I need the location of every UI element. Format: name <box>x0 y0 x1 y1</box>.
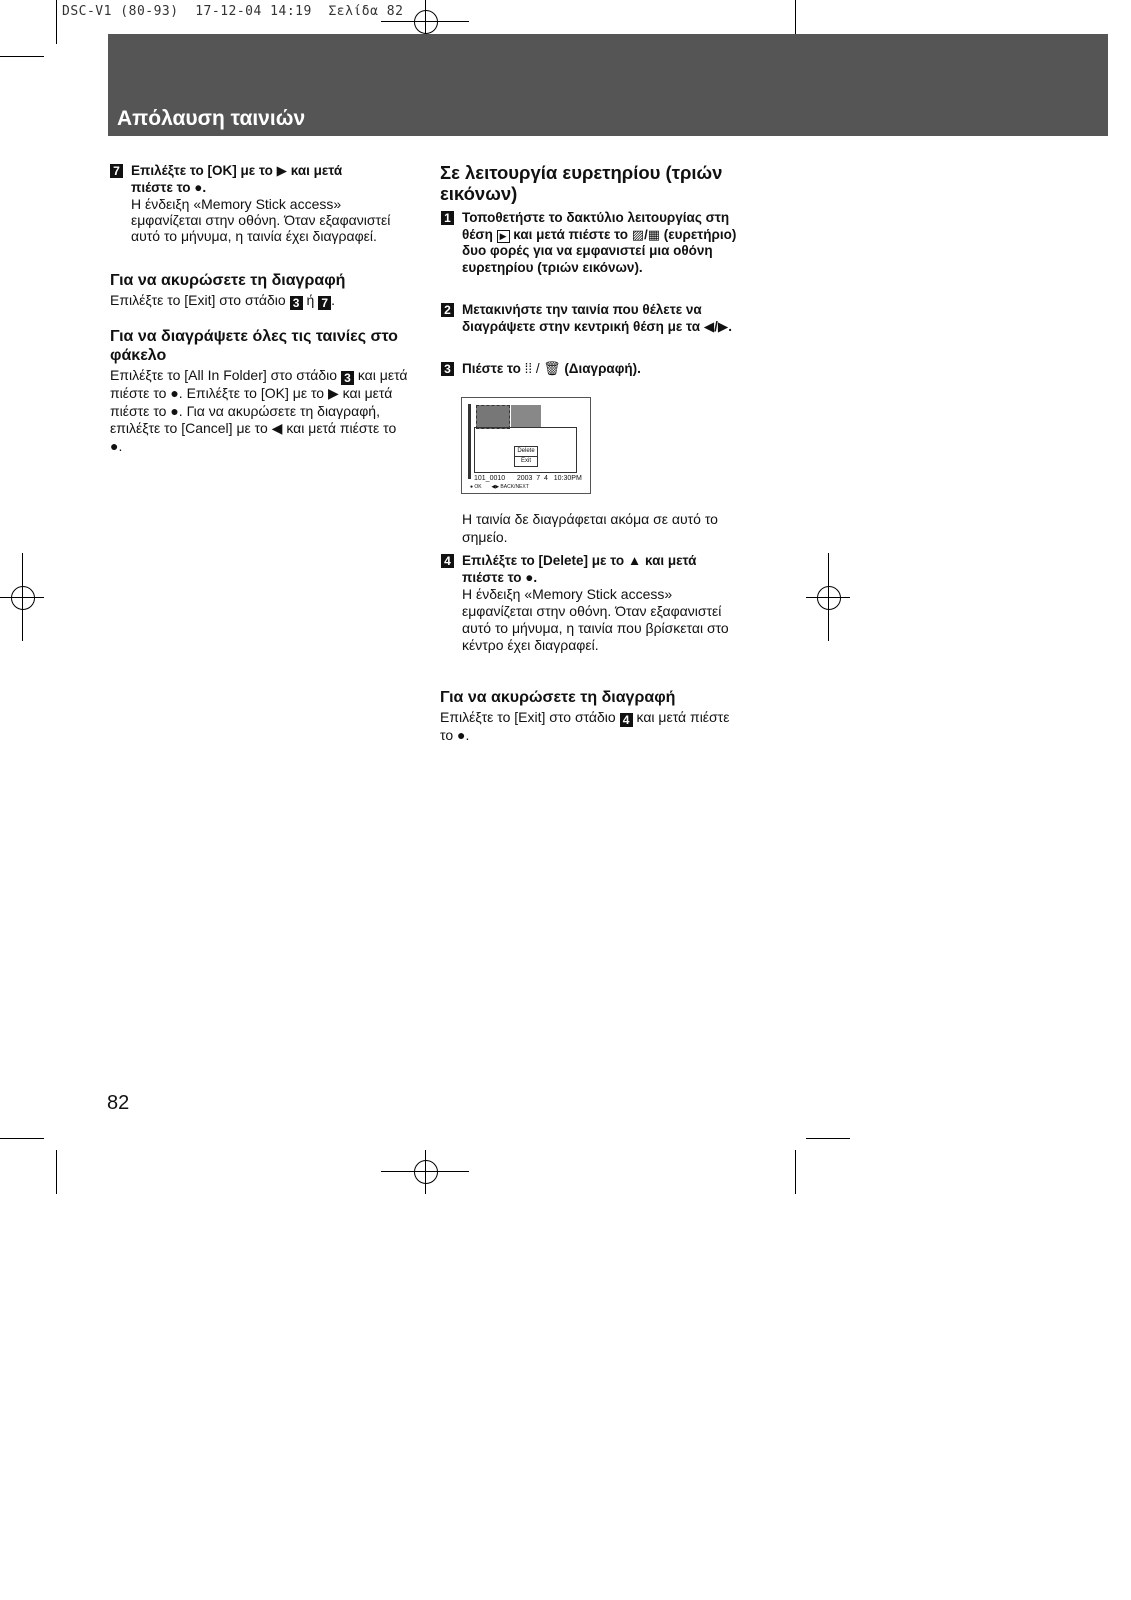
cancel-text-right: Επιλέξτε το [Exit] στο στάδιο 4 και μετά πιέστε το ●. <box>440 709 730 743</box>
step-4-body: Η ένδειξη «Memory Stick access» εμφανίζεται στην οθόνη. Όταν εξαφανιστεί αυτό το μήνυμα, η ταινία που βρίσκεται στο κέντρο έχει διαγραφεί. <box>462 586 729 653</box>
cancel-text: Επιλέξτε το [Exit] στο στάδιο 3 ή 7 . <box>110 292 336 310</box>
left-right-arrow-icon: ◀/▶ <box>703 318 729 334</box>
movie-thumbnail <box>511 405 541 427</box>
movie-thumbnail <box>476 405 510 429</box>
center-button-icon: ● <box>457 727 466 743</box>
delete-menu-option: Delete <box>514 446 538 457</box>
delete-all-text: Επιλέξτε το [All In Folder] στο στάδιο 3 και μετά πιέστε το ●. Επιλέξτε το [OK] με το ▶ και μετά πιέστε το ●. Για να ακυρώσετε τη διαγραφή, επιλέξτε το [Cancel] με το ◀ και μετά πιέστε το ●. <box>110 367 408 454</box>
lcd-screen-illustration <box>461 397 591 494</box>
center-button-icon: ● <box>194 179 203 195</box>
right-arrow-icon: ▶ <box>327 385 339 401</box>
trash-icon: ⁞⁞ / 🗑 <box>524 361 561 376</box>
screen-help: ● OK ◀▶ BACK/NEXT <box>470 484 529 490</box>
left-arrow-icon: ◀ <box>271 420 283 436</box>
cancel-heading-right: Για να ακυρώσετε τη διαγραφή <box>440 689 676 706</box>
delete-all-heading: Για να διαγράψετε όλες τις ταινίες στο φάκελο <box>110 328 398 364</box>
index-button-icon: ▨/▦ <box>631 226 660 242</box>
right-arrow-icon: ▶ <box>276 163 287 178</box>
step-7-body: Η ένδειξη «Memory Stick access» εμφανίζεται στην οθόνη. Όταν εξαφανιστεί αυτό το μήνυμα, η ταινία έχει διαγραφεί. <box>131 196 391 244</box>
up-arrow-icon: ▲ <box>627 553 642 568</box>
page-title: Απόλαυση ταινιών <box>117 107 306 130</box>
section-heading: Σε λειτουργία ευρετηρίου (τριών εικόνων) <box>440 162 723 204</box>
screen-info: 101_0010 2003 7 4 10:30PM <box>474 475 582 482</box>
step-1: 1 Τοποθετήστε το δακτύλιο λειτουργίας στη θέση ▶ και μετά πιέστε το ▨/▦ (ευρετήριο) δυο φορές για να εμφανιστεί μια οθόνη ευρετηρίου (τριών εικόνων). <box>441 210 741 276</box>
center-button-icon: ● <box>110 437 119 454</box>
step-number: 7 <box>110 164 123 178</box>
step-3: 3 Πιέστε το ⁞⁞ / 🗑 (Διαγραφή). <box>441 361 741 378</box>
exit-menu-option: Exit <box>514 456 538 467</box>
cancel-heading: Για να ακυρώσετε τη διαγραφή <box>110 272 346 289</box>
step-4: 4 Επιλέξτε το [Delete] με το ▲ και μετά πιέστε το ●. Η ένδειξη «Memory Stick access» εμφανίζεται στην οθόνη. Όταν εξαφανιστεί αυτό το μήνυμα, η ταινία που βρίσκεται στο κέντρο έχει διαγραφεί. <box>441 553 741 654</box>
step-7: 7 Επιλέξτε το [OK] με το ▶ και μετά πιέστε το ●. Η ένδειξη «Memory Stick access» εμφανίζεται στην οθόνη. Όταν εξαφανιστεί αυτό το μήνυμα, η ταινία έχει διαγραφεί. <box>110 163 410 244</box>
center-button-icon: ● <box>170 402 179 419</box>
print-slug: DSC-V1 (80-93) 17-12-04 14:19 Σελίδα 82 <box>62 4 404 19</box>
center-button-icon: ● <box>525 569 534 585</box>
note-text: Η ταινία δε διαγράφεται ακόμα σε αυτό το σημείο. <box>462 511 718 545</box>
page-number: 82 <box>107 1092 130 1114</box>
step-2: 2 Μετακινήστε την ταινία που θέλετε να διαγράψετε στην κεντρική θέση με τα ◀/▶. <box>441 302 741 335</box>
center-button-icon: ● <box>170 385 179 401</box>
playback-mode-icon: ▶ <box>497 230 510 243</box>
